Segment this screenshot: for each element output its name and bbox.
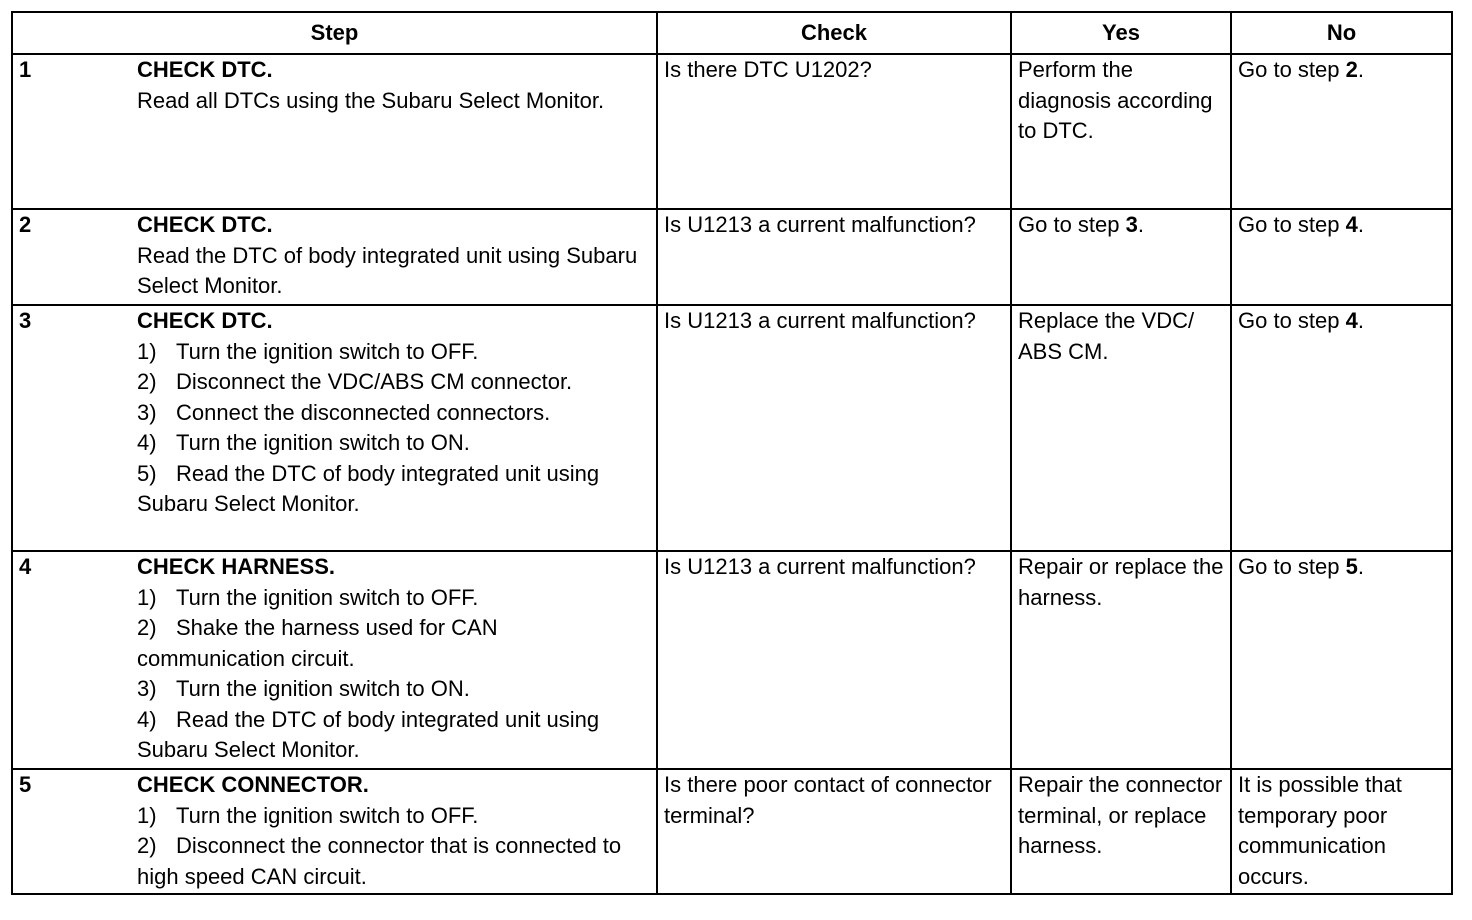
table-row	[12, 551, 1452, 769]
no-text: Go to step	[1238, 212, 1346, 237]
header-row	[12, 12, 1452, 54]
punctuation: .	[1357, 212, 1364, 237]
step-item	[137, 367, 650, 398]
table-row	[12, 209, 1452, 305]
item-number: 3)	[137, 676, 157, 701]
item-text: Disconnect the connector that is connected to high speed CAN circuit.	[137, 833, 622, 889]
step-cell	[12, 209, 657, 305]
step-item	[137, 428, 650, 459]
item-number: 4)	[137, 430, 157, 455]
item-text: Disconnect the VDC/ABS CM connector.	[176, 369, 573, 394]
item-text: Turn the ignition switch to OFF.	[176, 802, 479, 828]
step-reference: 3	[1125, 212, 1138, 237]
item-text: Turn the ignition switch to ON.	[176, 430, 470, 455]
step-reference: 4	[1345, 308, 1358, 333]
diagnostic-table	[11, 11, 1453, 895]
step-number: 2	[19, 212, 32, 237]
check-cell: Is there poor contact of connector terminal?	[657, 769, 1011, 894]
step-title: CHECK DTC.	[137, 212, 273, 237]
step-number: 3	[19, 308, 32, 333]
yes-cell: Repair or replace the harness.	[1011, 551, 1231, 769]
header-no: No	[1231, 12, 1452, 54]
yes-cell	[1011, 209, 1231, 305]
step-description: Read all DTCs using the Subaru Select Monitor.	[137, 87, 605, 113]
step-title: CHECK HARNESS.	[137, 554, 336, 579]
step-cell	[12, 305, 657, 551]
step-cell	[12, 54, 657, 209]
yes-cell: Perform the diagnosis according to DTC.	[1011, 54, 1231, 209]
step-reference: 5	[1345, 554, 1358, 579]
item-number: 3)	[137, 399, 157, 425]
step-item	[137, 459, 650, 520]
punctuation: .	[1357, 57, 1364, 82]
step-title: CHECK CONNECTOR.	[137, 772, 369, 797]
header-yes: Yes	[1011, 12, 1231, 54]
item-text: Turn the ignition switch to OFF.	[176, 584, 479, 610]
step-item	[137, 398, 650, 429]
step-number: 5	[19, 772, 32, 797]
item-number: 4)	[137, 706, 157, 732]
check-cell: Is U1213 a current malfunction?	[657, 305, 1011, 551]
item-text: Read the DTC of body integrated unit using Subaru Select Monitor.	[137, 460, 600, 516]
step-number: 4	[19, 554, 32, 579]
punctuation: .	[1137, 212, 1144, 237]
check-cell: Is there DTC U1202?	[657, 54, 1011, 209]
item-text: Read the DTC of body integrated unit using Subaru Select Monitor.	[137, 706, 600, 762]
table-row	[12, 54, 1452, 209]
yes-cell: Repair the connector terminal, or replace harness.	[1011, 769, 1231, 894]
table-row	[12, 769, 1452, 894]
step-item	[137, 801, 650, 832]
step-title: CHECK DTC.	[137, 57, 273, 82]
item-number: 2)	[137, 615, 157, 640]
step-title: CHECK DTC.	[137, 308, 273, 333]
header-step: Step	[12, 12, 657, 54]
no-cell	[1231, 209, 1452, 305]
step-item	[137, 583, 650, 614]
no-text: Go to step	[1238, 57, 1346, 82]
step-item	[137, 337, 650, 368]
step-cell	[12, 551, 657, 769]
item-text: Connect the disconnected connectors.	[176, 399, 551, 425]
yes-text: Go to step	[1018, 212, 1126, 237]
step-item	[137, 705, 650, 766]
step-reference: 2	[1345, 57, 1358, 82]
punctuation: .	[1357, 308, 1364, 333]
step-description: Read the DTC of body integrated unit using Subaru Select Monitor.	[137, 242, 638, 298]
step-cell	[12, 769, 657, 894]
check-cell: Is U1213 a current malfunction?	[657, 551, 1011, 769]
yes-cell: Replace the VDC/ ABS CM.	[1011, 305, 1231, 551]
item-number: 1)	[137, 584, 157, 610]
header-check: Check	[657, 12, 1011, 54]
step-item	[137, 613, 650, 674]
no-cell: It is possible that temporary poor communication occurs.	[1231, 769, 1452, 894]
no-cell	[1231, 551, 1452, 769]
no-cell	[1231, 54, 1452, 209]
item-text: Turn the ignition switch to ON.	[176, 676, 470, 701]
item-number: 1)	[137, 802, 157, 828]
step-item	[137, 674, 650, 705]
punctuation: .	[1357, 554, 1364, 579]
item-number: 2)	[137, 833, 157, 858]
step-number: 1	[19, 57, 32, 82]
item-text: Turn the ignition switch to OFF.	[176, 338, 479, 364]
item-number: 5)	[137, 460, 157, 486]
item-number: 2)	[137, 369, 157, 394]
check-cell: Is U1213 a current malfunction?	[657, 209, 1011, 305]
no-text: Go to step	[1238, 554, 1346, 579]
no-text: Go to step	[1238, 308, 1346, 333]
table-row	[12, 305, 1452, 551]
no-cell	[1231, 305, 1452, 551]
step-item	[137, 831, 650, 892]
item-number: 1)	[137, 338, 157, 364]
item-text: Shake the harness used for CAN communication circuit.	[137, 615, 498, 671]
step-reference: 4	[1345, 212, 1358, 237]
